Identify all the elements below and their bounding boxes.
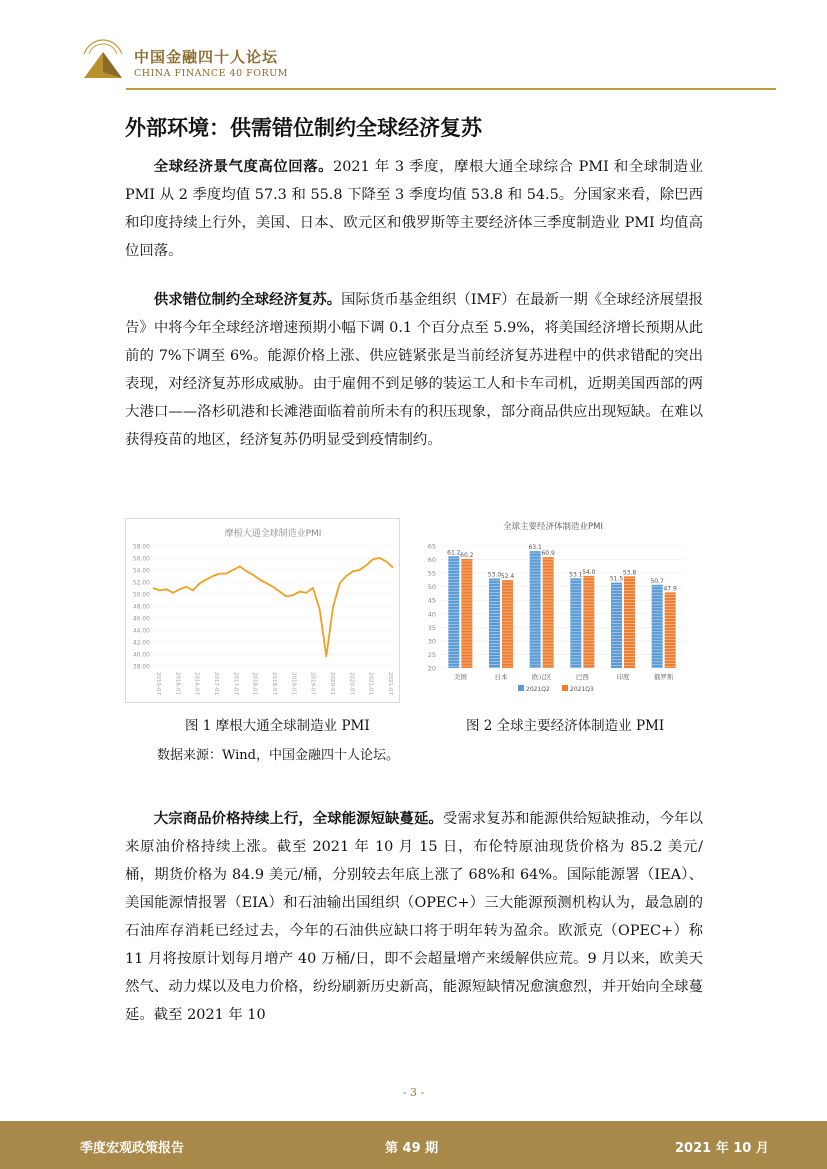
- bar-data-label: 50.7: [650, 577, 664, 585]
- paragraph-global-pmi: [125, 153, 703, 265]
- y-tick-label: 38.00: [132, 663, 150, 671]
- bar-2021Q3: [461, 559, 472, 668]
- data-source-note: 数据来源：Wind，中国金融四十人论坛。: [157, 748, 399, 763]
- chart-title: 摩根大通全球制造业PMI: [224, 529, 322, 539]
- x-tick-label: 2017-07: [232, 672, 239, 695]
- x-tick-label: 2019-01: [290, 672, 297, 695]
- x-category-label: 欧元区: [531, 673, 552, 681]
- bar-rect: [611, 583, 622, 668]
- chart-jpm-global-manufacturing-pmi: [125, 518, 400, 703]
- legend-swatch: [562, 685, 568, 691]
- y-tick-label: 55: [427, 569, 436, 578]
- x-tick-label: 2017-01: [213, 672, 219, 695]
- paragraph-lead: 大宗商品价格持续上行，全球能源短缺蔓延。: [153, 811, 443, 827]
- y-tick-label: 30: [427, 637, 436, 646]
- y-tick-label: 50.00: [132, 591, 150, 599]
- logo-english-name: CHINA FINANCE 40 FORUM: [134, 68, 288, 79]
- bar-rect: [543, 557, 554, 668]
- legend-label: 2021Q3: [570, 686, 594, 693]
- bar-data-label: 52.4: [500, 573, 515, 581]
- x-category-label: 日本: [494, 673, 508, 681]
- y-tick-label: 65: [427, 542, 436, 551]
- chart-title: 全球主要经济体制造业PMI: [503, 522, 603, 532]
- y-tick-label: 60: [427, 556, 436, 565]
- x-tick-label: 2018-01: [251, 672, 258, 695]
- x-tick-label: 2016-07: [193, 672, 200, 695]
- bar-data-label: 60.2: [460, 552, 474, 560]
- page-number: - 3 -: [402, 1086, 425, 1099]
- y-tick-label: 40.00: [132, 651, 150, 659]
- bar-rect: [530, 551, 541, 668]
- y-tick-label: 42.00: [132, 639, 150, 647]
- y-tick-label: 40: [427, 610, 436, 619]
- x-tick-label: 2015-07: [155, 672, 161, 695]
- bar-data-label: 51.5: [609, 575, 624, 583]
- bar-data-label: 53.0: [487, 571, 502, 579]
- y-tick-label: 25: [427, 650, 436, 659]
- x-tick-label: 2021-07: [387, 672, 393, 695]
- bar-2021Q2: [652, 585, 663, 668]
- bar-2021Q3: [543, 557, 554, 668]
- x-tick-label: 2019-07: [309, 672, 316, 695]
- bar-rect: [570, 578, 581, 668]
- bar-data-label: 53.1: [569, 571, 583, 579]
- y-tick-label: 45: [427, 596, 436, 605]
- bar-data-label: 63.1: [528, 544, 542, 552]
- page-footer: [0, 1121, 827, 1169]
- legend-swatch: [518, 685, 524, 691]
- x-tick-label: 2020-01: [329, 672, 335, 695]
- bar-2021Q2: [570, 578, 581, 668]
- section-title: 外部环境：供需错位制约全球经济复苏: [125, 116, 482, 140]
- paragraph-lead: 供求错位制约全球经济复苏。: [153, 292, 342, 308]
- bar-data-label: 47.9: [663, 585, 677, 593]
- bar-2021Q2: [611, 583, 622, 668]
- y-tick-label: 56.00: [132, 555, 150, 563]
- y-tick-label: 58.00: [132, 543, 150, 551]
- bar-data-label: 61.2: [447, 549, 461, 557]
- page-header: [0, 0, 827, 92]
- bar-2021Q2: [448, 556, 459, 668]
- x-tick-label: 2018-07: [271, 672, 277, 695]
- y-tick-label: 50: [427, 583, 436, 592]
- bar-rect: [461, 559, 472, 668]
- y-tick-label: 44.00: [132, 627, 150, 635]
- x-tick-label: 2020-07: [348, 672, 355, 695]
- bar-2021Q3: [624, 576, 635, 668]
- x-tick-label: 2021-01: [367, 672, 374, 695]
- bar-2021Q3: [583, 576, 594, 668]
- y-tick-label: 48.00: [132, 603, 150, 611]
- y-tick-label: 52.00: [132, 579, 150, 587]
- footer-date: 2021 年 10 月: [675, 1141, 769, 1156]
- chart-major-economies-pmi: [418, 518, 688, 703]
- bar-data-label: 54.0: [582, 568, 596, 576]
- paragraph-supply-demand: [125, 286, 703, 454]
- header-divider: [126, 88, 776, 90]
- bar-2021Q2: [489, 579, 500, 668]
- x-category-label: 美国: [453, 673, 467, 681]
- footer-issue: 第 49 期: [385, 1141, 439, 1156]
- paragraph-text: 受需求复苏和能源供给短缺推动，今年以来原油价格持续上涨。截至 2021 年 10 月 15 日，布伦特原油现货价格为 85.2 美元/桶，期货价格为 84.9 美元/桶，分别较去年底上涨了 68%和 64%。国际能源署（IEA）、美国能源情报署（EIA）和石油输出国组织（OPEC+）三大能源预测机构认为，最急剧的石油库存消耗已经过去，今年的石油供应缺口将于明年转为盈余。欧派克（OPEC+）称 11 月将按原计划每月增产 40 万桶/日，即不会超量增产来缓解供应荒。9 月以来，欧美天然气、动力煤以及电力价格，纷纷刷新历史新高，能源短缺情况愈演愈烈，并开始向全球蔓延。截至 2021 年 10: [125, 811, 703, 1023]
- figure-2-caption: 图 2 全球主要经济体制造业 PMI: [466, 718, 665, 734]
- x-tick-label: 2016-01: [174, 672, 181, 695]
- bar-2021Q2: [530, 551, 541, 668]
- bar-2021Q3: [665, 592, 676, 668]
- paragraph-lead: 全球经济景气度高位回落。: [153, 159, 334, 175]
- x-category-label: 俄罗斯: [653, 673, 674, 681]
- logo-chinese-name: 中国金融四十人论坛: [134, 48, 279, 66]
- footer-report-name: 季度宏观政策报告: [80, 1141, 185, 1156]
- paragraph-text: 2021 年 3 季度，摩根大通全球综合 PMI 和全球制造业 PMI 从 2 季度均值 57.3 和 55.8 下降至 3 季度均值 53.8 和 54.5。分国家来看，除巴西和印度持续上行外，美国、日本、欧元区和俄罗斯等主要经济体三季度制造业 PMI 均值高位回落。: [125, 159, 703, 259]
- paragraph-commodities-energy: [125, 805, 703, 1029]
- x-category-label: 巴西: [575, 673, 589, 681]
- bar-rect: [489, 579, 500, 668]
- y-tick-label: 20: [427, 664, 436, 673]
- paragraph-text: 国际货币基金组织（IMF）在最新一期《全球经济展望报告》中将今年全球经济增速预期小幅下调 0.1 个百分点至 5.9%，将美国经济增长预期从此前的 7%下调至 6%。能源价格上涨、供应链紧张是当前经济复苏进程中的供求错配的突出表现，对经济复苏形成威胁。由于雇佣不到足够的装运工人和卡车司机，近期美国西部的两大港口——洛杉矶港和长滩港面临着前所未有的积压现象，部分商品供应出现短缺。在难以获得疫苗的地区，经济复苏仍明显受到疫情制约。: [125, 292, 703, 448]
- y-tick-label: 46.00: [132, 615, 150, 623]
- forum-logo-icon: [80, 38, 126, 80]
- bar-2021Q3: [502, 580, 513, 668]
- figure-1-caption: 图 1 摩根大通全球制造业 PMI: [185, 718, 370, 734]
- y-tick-label: 35: [427, 623, 436, 632]
- x-category-label: 印度: [616, 673, 630, 681]
- bar-data-label: 53.8: [622, 569, 637, 577]
- legend-label: 2021Q2: [526, 686, 550, 693]
- bar-data-label: 60.9: [541, 550, 555, 558]
- y-tick-label: 54.00: [132, 567, 150, 575]
